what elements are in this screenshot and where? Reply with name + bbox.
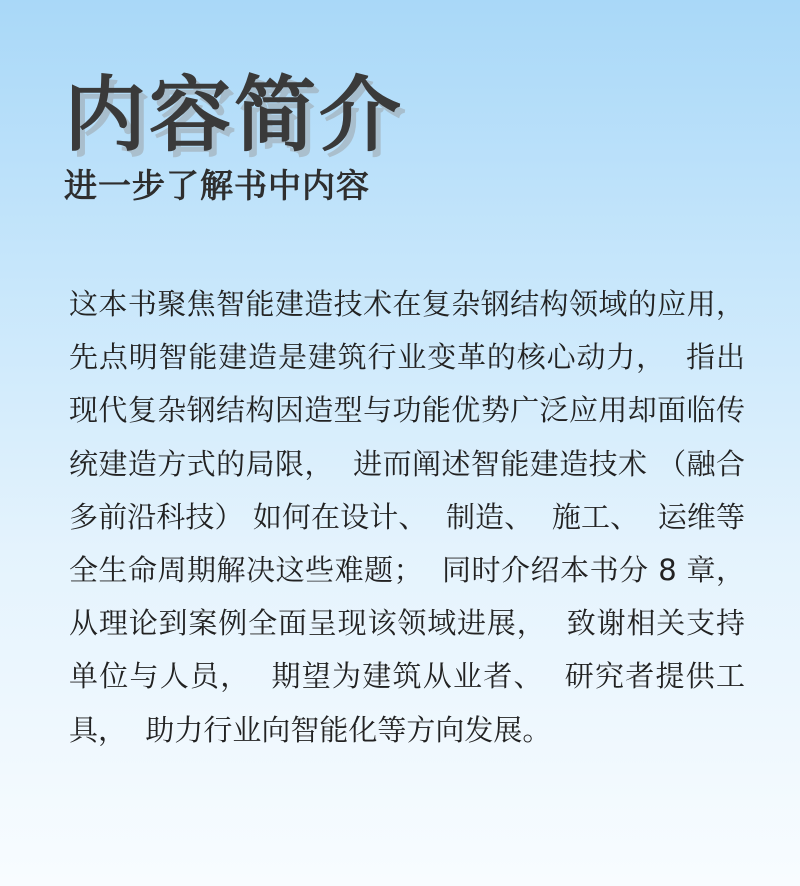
- page-subtitle: 进一步了解书中内容: [64, 166, 370, 205]
- description-paragraph: 这本书聚焦智能建造技术在复杂钢结构领域的应用， 先点明智能建造是建筑行业变革的核心动力， 指出现代复杂钢结构因造型与功能优势广泛应用却面临传统建造方式的局限， 进而阐述智能建造技术 （融合多前沿科技） 如何在设计、 制造、 施工、 运维等全生命周期解决这些难题； 同时介绍本书分 8 章， 从理论到案例全面呈现该领域进展， 致谢相关支持单位与人员， 期望为建筑从业者、 研究者提供工具， 助力行业向智能化等方向发展。: [69, 287, 764, 747]
- page-title: 内容简介: [64, 68, 405, 163]
- header: [64, 68, 404, 208]
